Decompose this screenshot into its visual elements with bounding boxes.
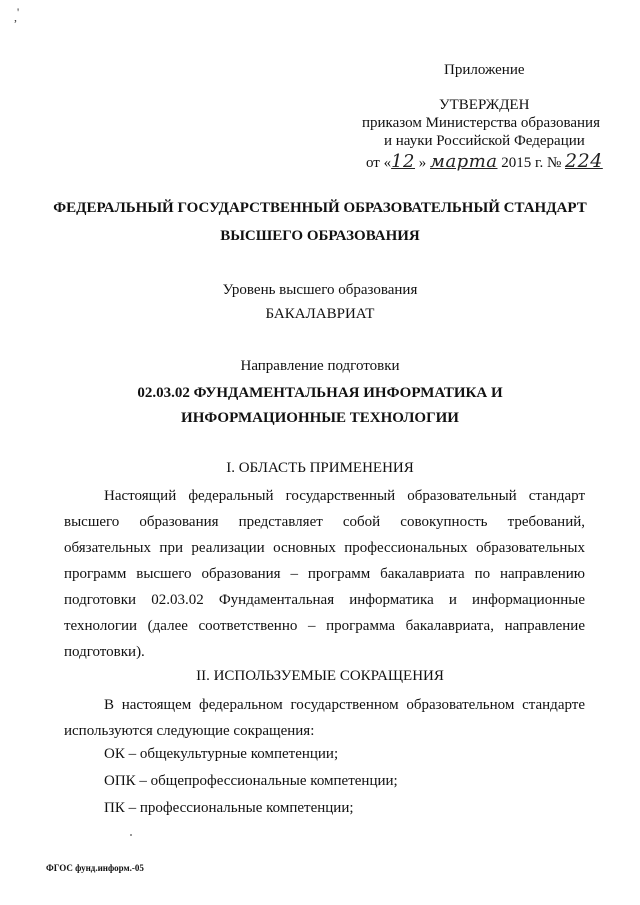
corner-mark: ,' bbox=[14, 5, 20, 24]
date-mid: » bbox=[418, 155, 427, 171]
abbrev-item: ОПК – общепрофессиональные компетенции; bbox=[104, 773, 398, 789]
approval-date bbox=[366, 150, 603, 172]
section-1-heading: I. ОБЛАСТЬ ПРИМЕНЕНИЯ bbox=[226, 460, 414, 476]
approval-line-2: и науки Российской Федерации bbox=[384, 133, 585, 149]
date-month-handwritten: марта bbox=[430, 151, 498, 172]
approval-line-1: приказом Министерства образования bbox=[362, 115, 600, 131]
level-label: Уровень высшего образования bbox=[222, 282, 418, 298]
abbrev-item: ОК – общекультурные компетенции; bbox=[104, 746, 339, 762]
title-line-1: ФЕДЕРАЛЬНЫЙ ГОСУДАРСТВЕННЫЙ ОБРАЗОВАТЕЛЬНЫЙ СТАНДАРТ bbox=[53, 200, 587, 216]
date-day-handwritten: 12 bbox=[391, 151, 416, 172]
direction-label: Направление подготовки bbox=[240, 358, 400, 374]
date-year: 2015 г. № bbox=[501, 155, 562, 171]
level-value: БАКАЛАВРИАТ bbox=[265, 306, 375, 322]
appendix-label: Приложение bbox=[444, 62, 525, 78]
scan-speck bbox=[130, 834, 132, 836]
footer-code: ФГОС фунд.информ.-05 bbox=[46, 863, 144, 873]
section-2-heading: II. ИСПОЛЬЗУЕМЫЕ СОКРАЩЕНИЯ bbox=[196, 668, 444, 684]
direction-line-2: ИНФОРМАЦИОННЫЕ ТЕХНОЛОГИИ bbox=[181, 410, 459, 426]
section-1-paragraph: Настоящий федеральный государственный образовательный стандарт высшего образования представляет собой совокупность требований, обязательных при реализации основных профессиональных образовательных программ высшего образования – программ бакалавриата по направлению подготовки 02.03.02 Фундаментальная информатика и информационные технологии (далее соответственно – программа бакалавриата, направление подготовки). bbox=[64, 488, 585, 660]
direction-line-1: 02.03.02 ФУНДАМЕНТАЛЬНАЯ ИНФОРМАТИКА И bbox=[137, 385, 503, 401]
approved-label: УТВЕРЖДЕН bbox=[439, 97, 530, 113]
date-prefix: от « bbox=[366, 155, 392, 171]
order-number-handwritten: 224 bbox=[565, 150, 603, 172]
title-line-2: ВЫСШЕГО ОБРАЗОВАНИЯ bbox=[220, 228, 420, 244]
section-2-intro: В настоящем федеральном государственном образовательном стандарте используются следующие сокращения: bbox=[64, 697, 585, 739]
abbrev-item: ПК – профессиональные компетенции; bbox=[104, 800, 354, 816]
